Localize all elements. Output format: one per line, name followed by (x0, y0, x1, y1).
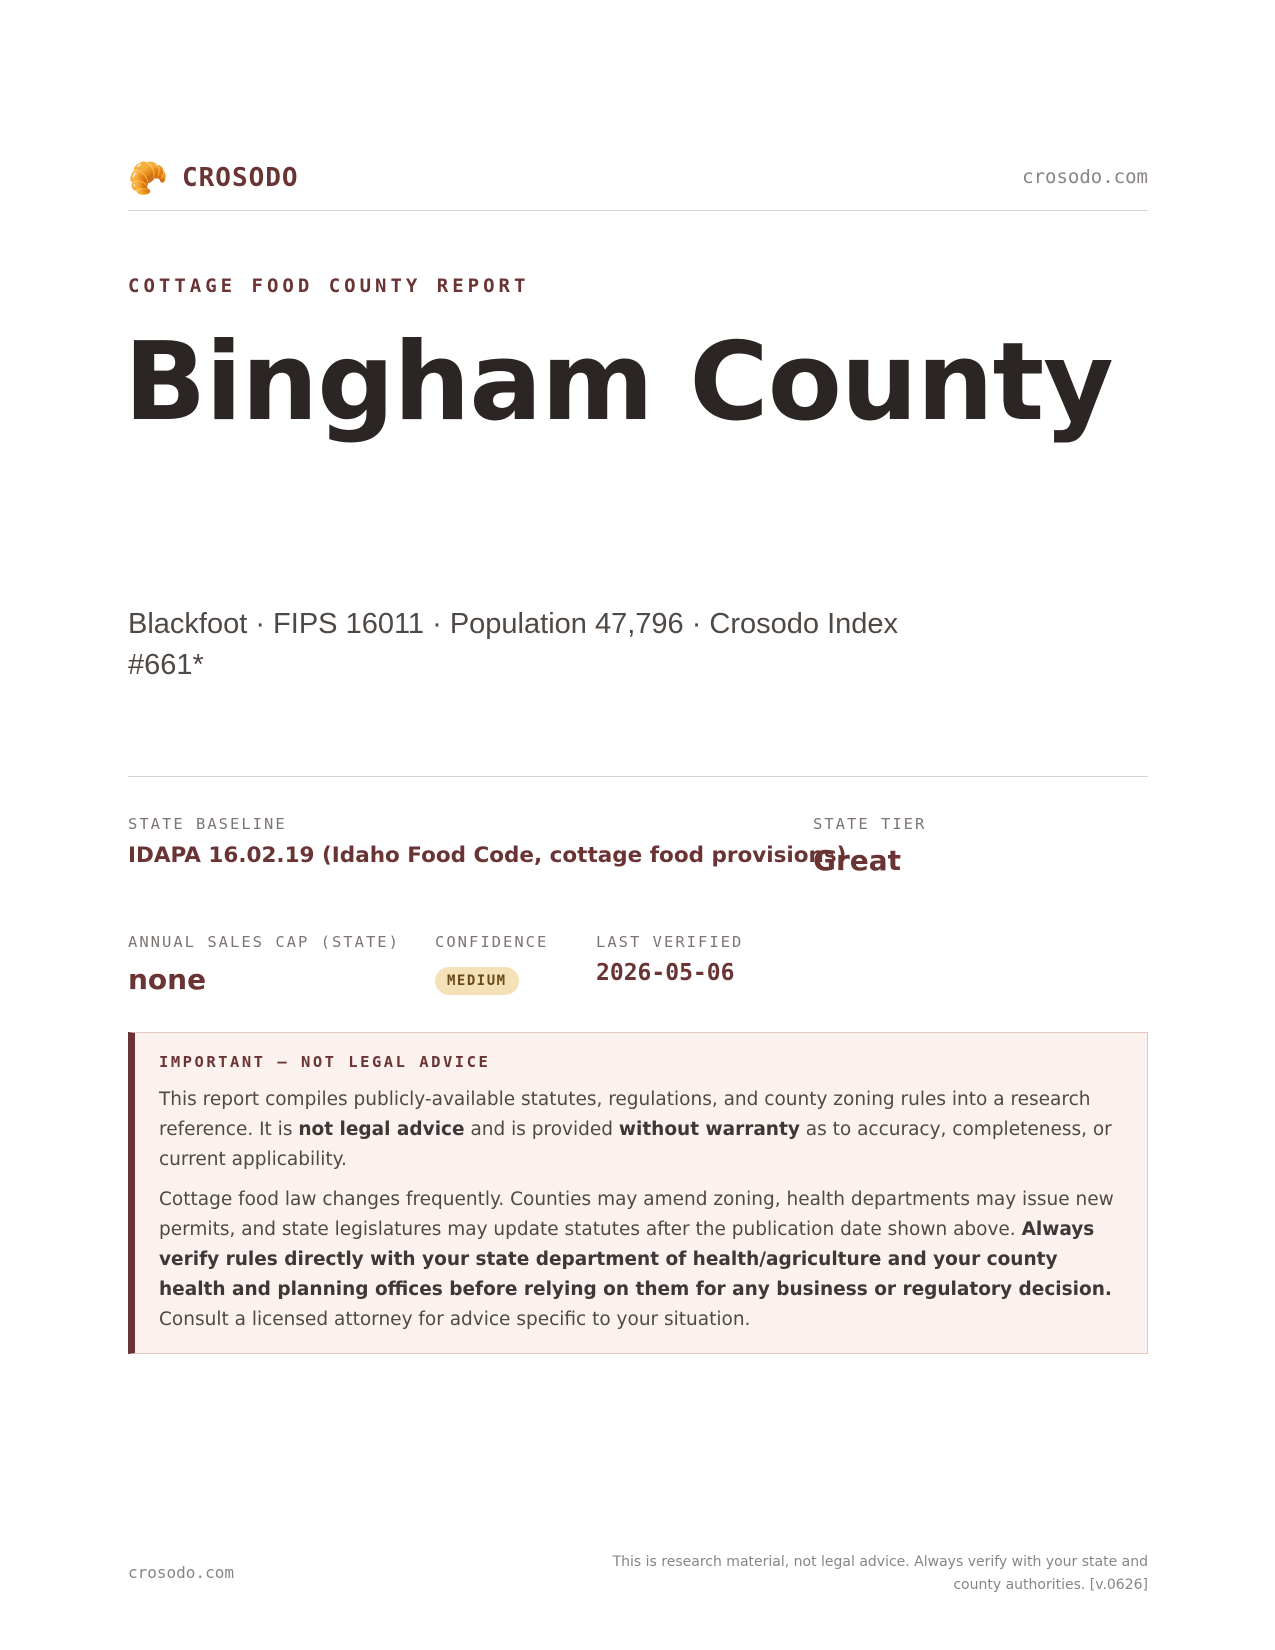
notice-text: as to accuracy, completeness, or current applicability. (159, 1119, 1112, 1170)
last-verified-value: 2026-05-06 (596, 960, 735, 986)
section-divider (128, 776, 1148, 777)
notice-text: Cottage food law changes frequently. Counties may amend zoning, health departments may issue new permits, and state legislatures may update statutes after the publication date shown above. (159, 1189, 1114, 1240)
page-header (128, 158, 1148, 211)
report-page (124, 0, 1148, 1650)
notice-text: Consult a licensed attorney for advice specific to your situation. (159, 1309, 751, 1330)
notice-heading: IMPORTANT — NOT LEGAL ADVICE (159, 1053, 491, 1071)
footer-site-url: crosodo.com (128, 1563, 234, 1582)
notice-text: and is provided (464, 1119, 619, 1140)
state-tier-value: Great (813, 844, 902, 877)
notice-paragraph-1 (159, 1085, 1123, 1175)
sales-cap-label: ANNUAL SALES CAP (STATE) (128, 933, 400, 951)
report-eyebrow: COTTAGE FOOD COUNTY REPORT (128, 275, 530, 297)
footer-disclaimer: This is research material, not legal advice. Always verify with your state and county authorities. [v.0626] (612, 1554, 1148, 1593)
notice-emphasis: Always verify rules directly with your state department of health/agriculture and your county health and planning offices before relying on them for any business or regulatory decision. (159, 1219, 1112, 1300)
state-tier-label: STATE TIER (813, 815, 927, 833)
confidence-badge: MEDIUM (435, 967, 519, 995)
brand-name: CROSODO (182, 163, 299, 193)
header-site-url: crosodo.com (1022, 166, 1148, 188)
notice-text: This report compiles publicly-available statutes, regulations, and county zoning rules into a research reference. It is (159, 1089, 1091, 1140)
brand-logo (128, 160, 299, 196)
croissant-icon: 🥐 (128, 159, 168, 197)
page-title: Bingham County (124, 320, 1113, 445)
confidence-label: CONFIDENCE (435, 933, 549, 951)
notice-emphasis: not legal advice (298, 1119, 465, 1140)
state-baseline-label: STATE BASELINE (128, 815, 287, 833)
county-subtitle: Blackfoot · FIPS 16011 · Population 47,796 · Crosodo Index #661* (128, 608, 899, 681)
sales-cap-value: none (128, 963, 207, 996)
legal-notice (128, 1032, 1148, 1354)
last-verified-label: LAST VERIFIED (596, 933, 744, 951)
state-baseline-value: IDAPA 16.02.19 (Idaho Food Code, cottage food provisions) (128, 843, 847, 868)
notice-paragraph-2 (159, 1185, 1123, 1335)
notice-body (159, 1085, 1123, 1345)
notice-emphasis: without warranty (618, 1119, 800, 1140)
